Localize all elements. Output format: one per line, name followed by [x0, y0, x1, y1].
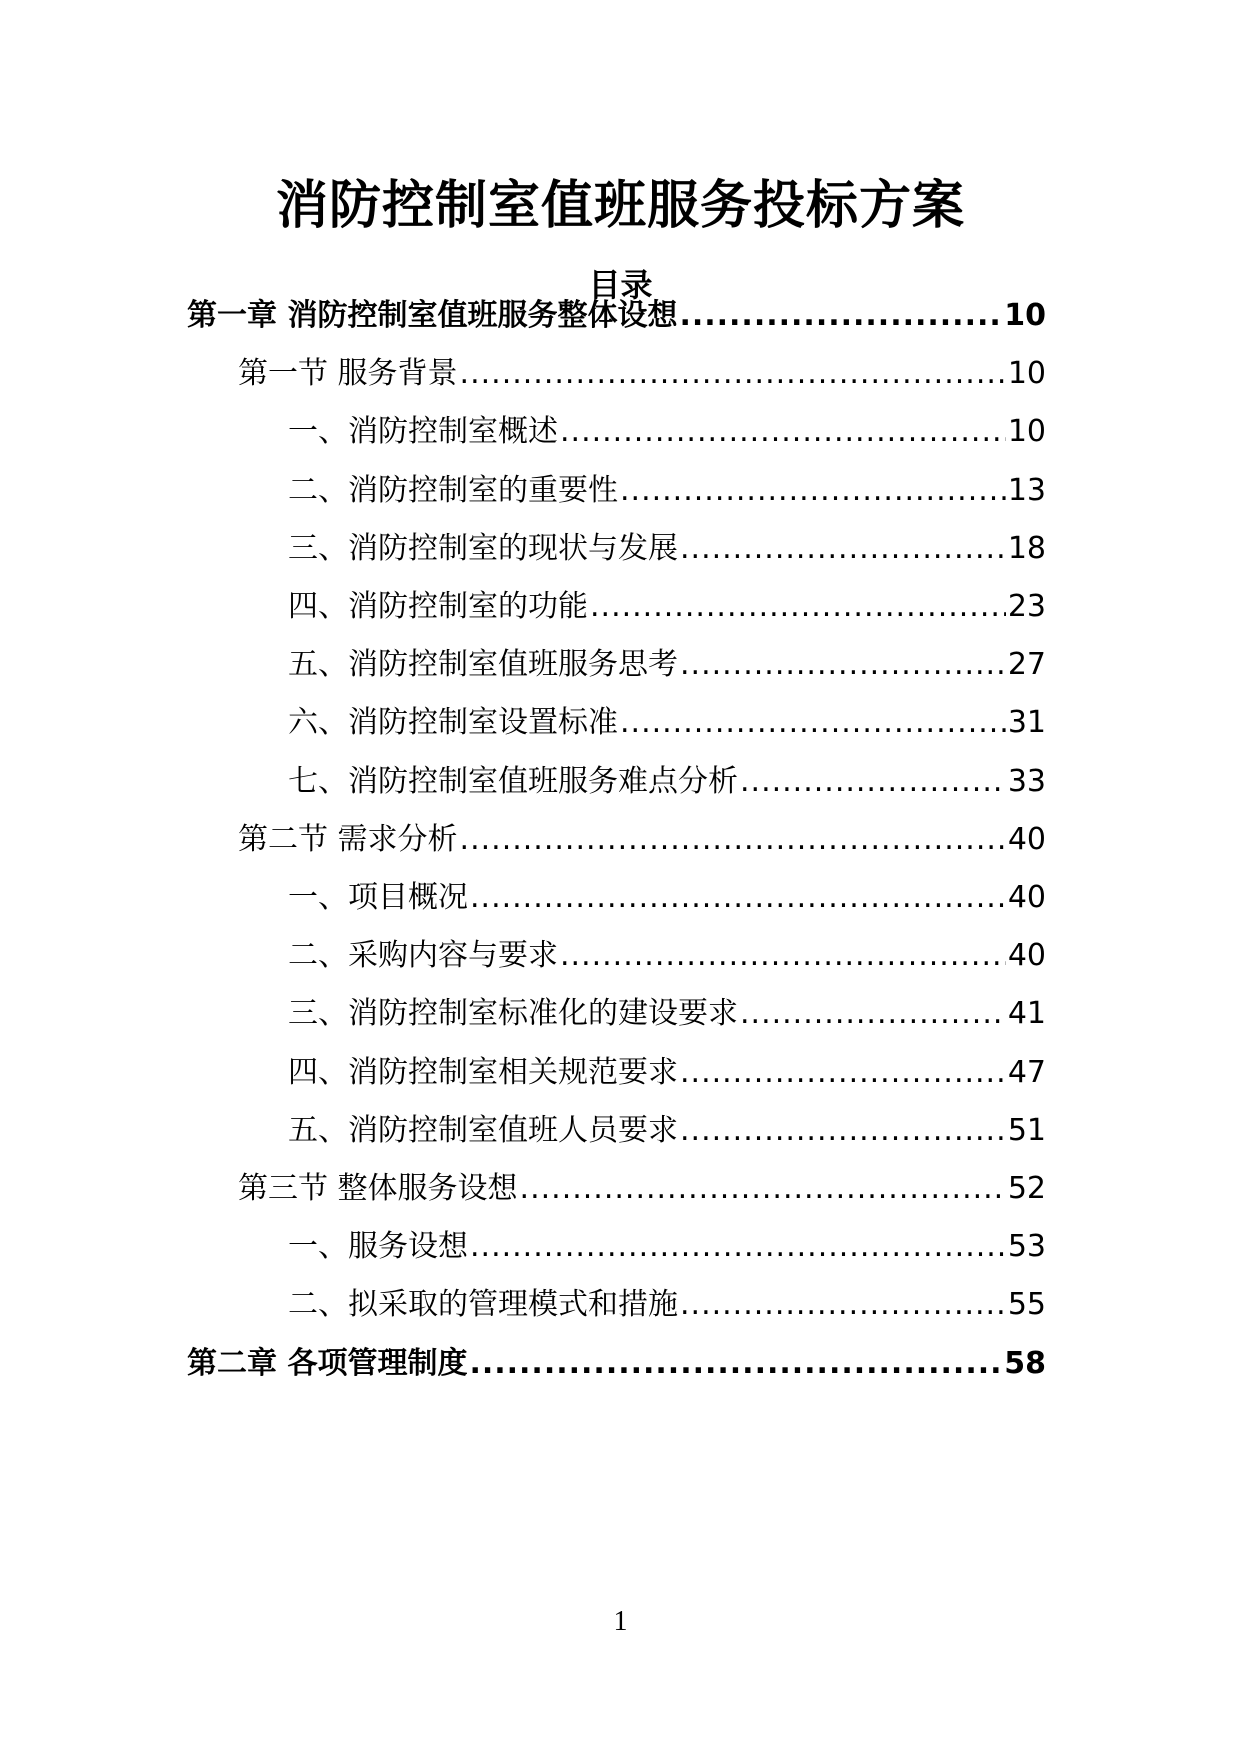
toc-entry[interactable]	[187, 1342, 1046, 1386]
toc-entry-label: 四、消防控制室的功能	[288, 589, 588, 624]
toc-entry-label: 五、消防控制室值班服务思考	[288, 647, 678, 683]
toc-entry-label: 六、消防控制室设置标准	[288, 705, 618, 741]
toc-entry-page: 10	[1007, 414, 1046, 450]
toc-entry-page: 40	[1007, 938, 1046, 974]
toc-entry[interactable]	[288, 410, 1046, 454]
toc-entry-page: 23	[1007, 589, 1046, 624]
toc-dot-leader	[590, 585, 1006, 629]
toc-entry-label: 二、消防控制室的重要性	[288, 472, 618, 508]
toc-entry-label: 第一章 消防控制室值班服务整体设想	[187, 298, 678, 333]
toc-dot-leader	[740, 992, 1006, 1036]
toc-entry-page: 33	[1007, 763, 1046, 799]
toc-dot-leader	[680, 643, 1006, 687]
toc-entry[interactable]	[288, 1225, 1046, 1269]
toc-dot-leader	[460, 818, 1006, 862]
toc-dot-leader	[560, 410, 1006, 454]
toc-entry-page: 58	[1004, 1345, 1046, 1381]
toc-entry-page: 40	[1007, 821, 1046, 857]
document-title: 消防控制室值班服务投标方案	[275, 176, 965, 236]
toc-entry-page: 18	[1007, 530, 1046, 566]
toc-entry-page: 47	[1007, 1054, 1046, 1090]
toc-entry[interactable]	[288, 1109, 1046, 1153]
toc-entry[interactable]	[288, 469, 1046, 513]
toc-dot-leader	[620, 701, 1006, 745]
toc-entry-page: 10	[1004, 298, 1046, 333]
toc-entry-page: 27	[1007, 647, 1046, 683]
toc-entry[interactable]	[288, 701, 1046, 745]
toc-dot-leader	[520, 1167, 1006, 1211]
toc-heading: 目录	[588, 266, 653, 304]
toc-entry[interactable]	[187, 294, 1046, 338]
toc-entry[interactable]	[288, 1051, 1046, 1095]
toc-entry-label: 三、消防控制室的现状与发展	[288, 530, 678, 566]
toc-entry-label: 第二章 各项管理制度	[187, 1345, 468, 1381]
toc-dot-leader	[470, 876, 1006, 920]
toc-entry-page: 13	[1007, 472, 1046, 508]
toc-dot-leader	[620, 469, 1006, 513]
toc-dot-leader	[680, 1109, 1006, 1153]
toc-entry-label: 第三节 整体服务设想	[238, 1171, 518, 1206]
toc-entry-label: 第一节 服务背景	[238, 356, 458, 392]
toc-entry-page: 53	[1007, 1229, 1046, 1265]
toc-entry[interactable]	[288, 1283, 1046, 1327]
toc-entry-label: 一、消防控制室概述	[288, 414, 558, 450]
toc-entry-label: 一、服务设想	[288, 1229, 468, 1265]
toc-entry-label: 二、采购内容与要求	[288, 938, 558, 974]
toc-entry[interactable]	[288, 527, 1046, 571]
toc-dot-leader	[460, 352, 1006, 396]
toc-entry[interactable]	[238, 818, 1046, 862]
page-number: 1	[613, 1606, 628, 1637]
toc-entry[interactable]	[288, 992, 1046, 1036]
toc-entry-label: 五、消防控制室值班人员要求	[288, 1112, 678, 1148]
toc-dot-leader	[469, 1342, 1002, 1386]
toc-entry[interactable]	[288, 585, 1046, 629]
toc-dot-leader	[680, 527, 1006, 571]
toc-entry[interactable]	[288, 876, 1046, 920]
toc-entry-label: 二、拟采取的管理模式和措施	[288, 1287, 678, 1323]
toc-entry-label: 四、消防控制室相关规范要求	[288, 1054, 678, 1090]
toc-entry[interactable]	[238, 352, 1046, 396]
toc-dot-leader	[679, 294, 1002, 338]
toc-dot-leader	[560, 934, 1006, 978]
toc-entry-page: 40	[1007, 880, 1046, 915]
toc-entry[interactable]	[238, 1167, 1046, 1211]
toc-entry-page: 41	[1007, 996, 1046, 1032]
toc-entry-label: 第二节 需求分析	[238, 821, 458, 857]
toc-entry-label: 三、消防控制室标准化的建设要求	[288, 996, 738, 1032]
toc-entry-label: 七、消防控制室值班服务难点分析	[288, 763, 738, 799]
toc-dot-leader	[680, 1283, 1006, 1327]
toc-entry-page: 31	[1007, 705, 1046, 741]
toc-entry[interactable]	[288, 643, 1046, 687]
toc-entry-page: 51	[1007, 1112, 1046, 1148]
toc-entry[interactable]	[288, 760, 1046, 804]
toc-dot-leader	[470, 1225, 1006, 1269]
toc-entry-page: 10	[1007, 356, 1046, 392]
toc-dot-leader	[740, 760, 1006, 804]
toc-entry-label: 一、项目概况	[288, 880, 468, 915]
toc-dot-leader	[680, 1051, 1006, 1095]
toc-entry-page: 52	[1007, 1171, 1046, 1206]
toc-entry-page: 55	[1007, 1287, 1046, 1323]
toc-entry[interactable]	[288, 934, 1046, 978]
